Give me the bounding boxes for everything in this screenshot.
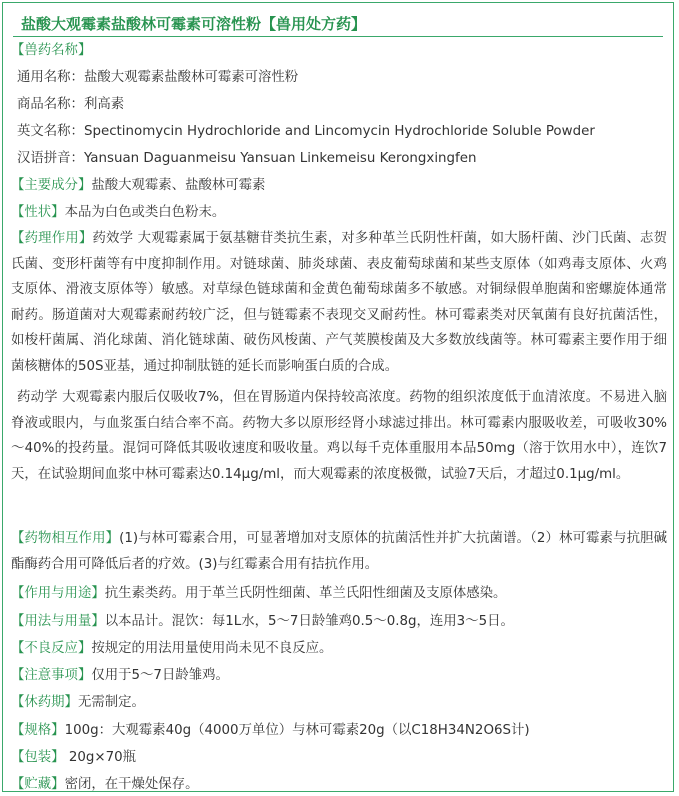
precautions-heading: 【注意事项】 xyxy=(11,668,92,683)
withdrawal-row xyxy=(11,693,145,712)
trade-name-row xyxy=(11,95,124,114)
vet-name-heading: 【兽药名称】 xyxy=(11,43,92,58)
pinyin-value: Yansuan Daguanmeisu Yansuan Linkemeisu Kerongxingfen xyxy=(83,151,477,166)
trade-name-value: 利高素 xyxy=(83,97,125,112)
adverse-heading: 【不良反应】 xyxy=(11,641,92,656)
spec-heading: 【规格】 xyxy=(11,723,65,738)
pharmacokinetics-text: 药动学 大观霉素内服后仅吸收7%，但在胃肠道内保持较高浓度。药物的组织浓度低于血清浓度。不易进入脑脊液或眼内，与血浆蛋白结合率不高。药物大多以原形经肾小球滤过排出。林可霉素内服吸收差，可吸收30%～40%的投药量。混饲可降低其吸收速度和吸收量。鸡以每千克体重服用本品50mg（溶于饮用水中），连饮7天，在试验期间血浆中林可霉素达0.14μg/ml，而大观霉素的浓度极微，试验7天后，才超过0.1μg/ml。 xyxy=(11,390,667,482)
precautions-row xyxy=(11,666,229,685)
interactions-paragraph xyxy=(11,526,667,577)
appearance-heading: 【性状】 xyxy=(11,205,65,220)
withdrawal-heading: 【休药期】 xyxy=(11,695,78,710)
dosage-row xyxy=(11,612,514,631)
trade-name-label: 商品名称： xyxy=(17,97,84,112)
spec-row xyxy=(11,721,530,740)
title-divider xyxy=(13,36,663,37)
package-text: 20g×70瓶 xyxy=(64,750,137,765)
indications-row xyxy=(11,584,506,603)
generic-name-row xyxy=(11,68,298,87)
pharmacology-heading: 【药理作用】 xyxy=(11,231,93,246)
generic-name-label: 通用名称： xyxy=(17,70,84,85)
adverse-row xyxy=(11,639,332,658)
document-frame xyxy=(2,2,674,792)
package-heading: 【包装】 xyxy=(11,750,65,765)
pharmacology-paragraph xyxy=(11,226,667,379)
ingredients-row xyxy=(11,176,265,195)
dosage-heading: 【用法与用量】 xyxy=(11,614,105,629)
vet-name-row xyxy=(11,41,91,60)
storage-row xyxy=(11,775,198,792)
ingredients-heading: 【主要成分】 xyxy=(11,178,92,193)
pharmacodynamics-text: 药效学 大观霉素属于氨基糖苷类抗生素，对多种革兰氏阴性杆菌，如大肠杆菌、沙门氏菌、志贺氏菌、变形杆菌等有中度抑制作用。对链球菌、肺炎球菌、表皮葡萄球菌和某些支原体（如鸡毒支原体、火鸡支原体、滑液支原体等）敏感。对草绿色链球菌和金黄色葡萄球菌多不敏感。对铜绿假单胞菌和密螺旋体通常耐药。肠道菌对大观霉素耐药较广泛，但与链霉素不表现交叉耐药性。林可霉素类对厌氧菌有良好抗菌活性，如梭杆菌属、消化球菌、消化链球菌、破伤风梭菌、产气荚膜梭菌及大多数放线菌等。林可霉素主要作用于细菌核糖体的50S亚基，通过抑制肽链的延长而影响蛋白质的合成。 xyxy=(11,231,667,374)
english-name-row xyxy=(11,122,595,141)
pharmacokinetics-paragraph xyxy=(11,385,667,487)
spec-text: 100g：大观霉素40g（4000万单位）与林可霉素20g（以C18H34N2O6S计) xyxy=(64,723,530,738)
pinyin-name-row xyxy=(11,149,476,168)
interactions-text: (1)与林可霉素合用，可显著增加对支原体的抗菌活性并扩大抗菌谱。（2）林可霉素与抗胆碱酯酶药合用可降低后者的疗效。(3)与红霉素合用有拮抗作用。 xyxy=(11,531,667,572)
storage-text: 密闭，在干燥处保存。 xyxy=(64,777,199,792)
dosage-text: 以本品计。混饮：每1L水，5～7日龄雏鸡0.5～0.8g，连用3～5日。 xyxy=(104,614,514,629)
storage-heading: 【贮藏】 xyxy=(11,777,65,792)
package-row xyxy=(11,748,136,767)
english-name-label: 英文名称： xyxy=(17,124,84,139)
pinyin-label: 汉语拼音： xyxy=(17,151,84,166)
appearance-row xyxy=(11,203,225,222)
ingredients-text: 盐酸大观霉素、盐酸林可霉素 xyxy=(91,178,266,193)
indications-text: 抗生素类药。用于革兰氏阴性细菌、革兰氏阳性细菌及支原体感染。 xyxy=(104,586,507,601)
interactions-heading: 【药物相互作用】 xyxy=(11,531,120,546)
generic-name-value: 盐酸大观霉素盐酸林可霉素可溶性粉 xyxy=(83,70,299,85)
withdrawal-text: 无需制定。 xyxy=(77,695,145,710)
indications-heading: 【作用与用途】 xyxy=(11,586,105,601)
precautions-text: 仅用于5～7日龄雏鸡。 xyxy=(91,668,229,683)
adverse-text: 按规定的用法用量使用尚未见不良反应。 xyxy=(91,641,333,656)
english-name-value: Spectinomycin Hydrochloride and Lincomycin Hydrochloride Soluble Powder xyxy=(83,124,595,139)
page-title: 盐酸大观霉素盐酸林可霉素可溶性粉【兽用处方药】 xyxy=(21,15,367,33)
appearance-text: 本品为白色或类白色粉末。 xyxy=(64,205,226,220)
